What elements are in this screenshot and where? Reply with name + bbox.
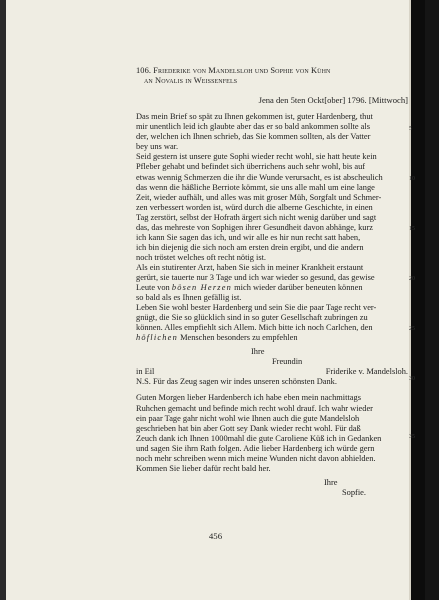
letter-text: [136, 66, 408, 498]
text-line: gnügt, die Sie so glücklich sind in so guter Gesellschaft zubringen zu: [136, 313, 368, 323]
signature-row: [136, 367, 408, 377]
paragraph-2: [136, 152, 408, 263]
text-line: mir unentlich leid ich glaubte aber das er so bald ankommen sollte als: [136, 122, 370, 132]
text-line: gerürt, sie tauerte nur 3 Tage und ich war wieder so gesund, das gewise: [136, 272, 375, 282]
text-line: und sagen Sie ihrn Rath folgen. Adie lieber Hardenberg ich würde gern: [136, 443, 375, 453]
closing-signature: Sopfie.: [342, 487, 366, 497]
text-line: Das mein Brief so spät zu Ihnen gekommen ist, guter Hardenberg, thut: [136, 112, 373, 122]
closing-2: [136, 478, 408, 498]
line-number: 10: [409, 176, 415, 182]
emphasized-text: höflichen: [136, 333, 178, 343]
text-fragment: Menschen besonders zu empfehlen: [180, 333, 298, 343]
line-number: 15: [409, 226, 415, 232]
letter-heading: [136, 66, 408, 86]
paragraph-4: [136, 303, 408, 343]
text-line: ein paar Tage gahr nicht wohl wie Ihnen auch die gute Mandelsloh: [136, 413, 360, 423]
line-number: 5: [409, 126, 412, 132]
text-line: Leben Sie wohl bester Hardenberg und sein Sie die paar Tage recht ver-: [136, 303, 377, 313]
text-line: der, welchen ich Ihnen schrieb, das Sie kommen sollten, als der Vatter: [136, 132, 371, 142]
text-line: Seid gestern ist unsere gute Sophi wieder recht wohl, sie hatt heute kein: [136, 152, 377, 162]
text-fragment: mich wieder darüber beneuten können: [234, 283, 363, 293]
closing-freundin: Freundin: [272, 357, 303, 367]
line-number: 35: [409, 434, 415, 440]
text-line: Zeuch dank ich Ihnen 1000mahl die gute Caroliene Küß ich in Gedanken: [136, 433, 382, 443]
line-number: 30: [409, 376, 415, 382]
paragraph-5: [136, 393, 408, 473]
text-line: das, das mehreste von Sophigen ihrer Gesundheit davon abhänge, kurz: [136, 222, 373, 232]
text-line: Tag zerstört, selbst der Hofrath ärgert sich nicht wenig darüber und sagt: [136, 212, 377, 222]
page-edge-shadow: [411, 0, 425, 600]
text-line: ich kann Sie sagen das ich, und wir alle es hir nun recht satt haben,: [136, 232, 361, 242]
book-page: [6, 0, 425, 600]
text-line: das wenn die häßliche Berriote kömmt, sie uns alle mahl um eine lange: [136, 182, 375, 192]
letter-heading-line2: an Novalis in Weissenfels: [144, 76, 238, 86]
postscript: N.S. Für das Zeug sagen wir indes unseren schönsten Dank.: [136, 377, 337, 387]
letter-heading-line1: 106. Friederike von Mandelsloh und Sophie von Kühn: [136, 66, 331, 75]
emphasized-text: bösen Herzen: [171, 283, 233, 293]
text-line: ich bin diejenig die sich noch am ersten drein ergibt, und die andern: [136, 242, 364, 252]
line-number: 25: [409, 326, 415, 332]
letter-date: Jena den 5ten Ockt[ober] 1796. [Mittwoch]: [258, 95, 408, 106]
closing-ihre: Ihre: [324, 477, 338, 487]
paragraph-1: [136, 112, 408, 152]
line-number: 20: [409, 276, 415, 282]
text-fragment: Leute von: [136, 283, 170, 293]
text-line: Kommen Sie lieber dafür recht bald her.: [136, 463, 271, 473]
text-line: zen verbessert worden ist, würd durch die alberne Geschichte, in einen: [136, 202, 373, 212]
text-line: Zeit, wieder aufhält, und alles was mit groser Müh, Sorgfalt und Schmer-: [136, 192, 382, 202]
page-number: 456: [208, 531, 223, 541]
closing-ihre: Ihre: [251, 347, 265, 357]
text-line: [136, 333, 408, 343]
closing-place: in Eil: [136, 367, 155, 377]
text-line: Ruhchen gemacht und befinde mich recht wohl drauf. Ich wahr wieder: [136, 403, 373, 413]
text-line: Guten Morgen lieber Hardenberch ich habe eben mein nachmittags: [136, 393, 361, 403]
text-line: etwas wennig Schmerzen die ihr die Wunde verursacht, es ist abscheulich: [136, 172, 383, 182]
text-line: geschrieben hat bin aber Gott sey Dank wieder recht wohl. Für daß: [136, 423, 361, 433]
text-line: können. Alles empfiehlt sich Allem. Mich bitte ich noch Carlchen, den: [136, 323, 373, 333]
text-line: noch tröstet welches oft recht nötig ist.: [136, 252, 267, 262]
closing-signature: Friderike v. Mandelsloh.: [325, 367, 408, 377]
text-line: bey uns war.: [136, 142, 179, 152]
text-line: [136, 283, 408, 293]
closing-1: [136, 347, 408, 387]
text-line: so bald als es Ihnen gefällig ist.: [136, 293, 242, 303]
text-line: Als ein stutirenter Arzt, haben Sie sich in meiner Krankheit erstaunt: [136, 262, 364, 272]
paragraph-3: [136, 263, 408, 303]
text-line: Pfleber gehabt und befindet sich überrichens auch sehr wohl, bis auf: [136, 162, 366, 172]
text-line: noch mehr schreiben wenn mich meine Wunden nicht davon abhielden.: [136, 453, 376, 463]
